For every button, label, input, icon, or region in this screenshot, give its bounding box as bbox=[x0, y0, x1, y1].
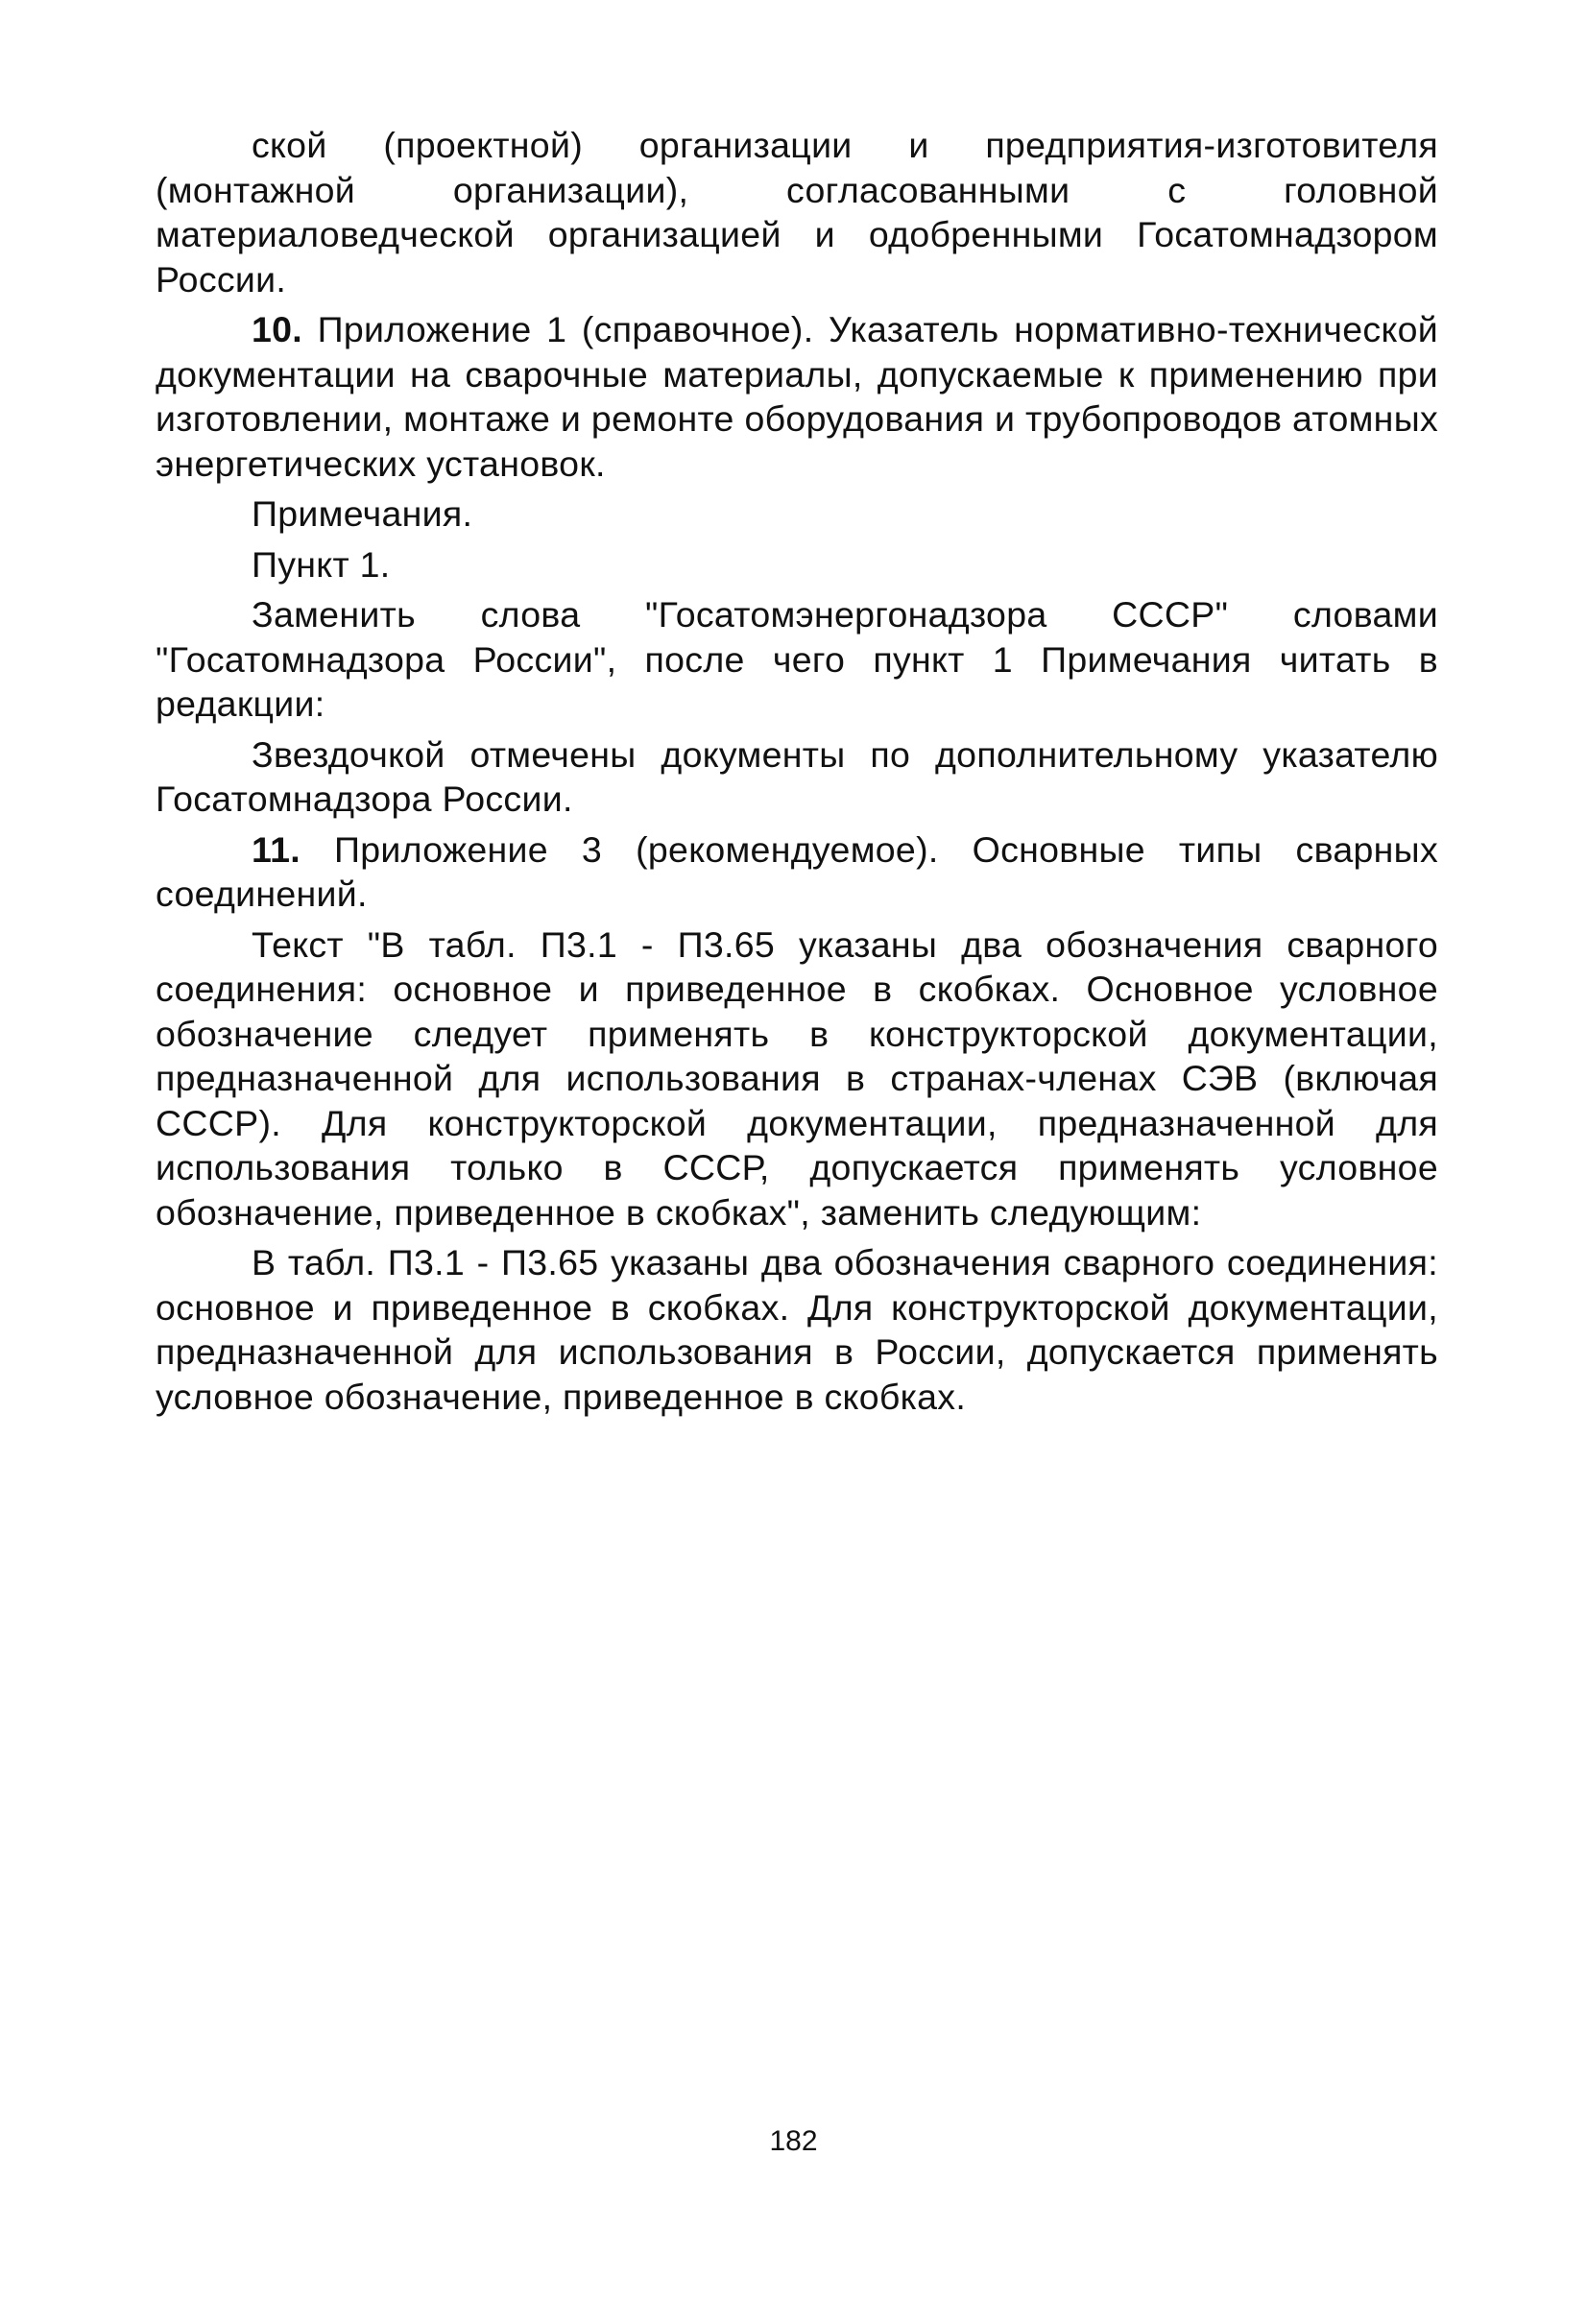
item-text: Приложение 1 (справочное). Указатель нормативно-технической документации на сварочные материалы, допускаемые к применению при изготовлении, монтаже и ремонте оборудования и трубопроводов атомных энергетических установок. bbox=[156, 309, 1438, 484]
paragraph-point-1: Пункт 1. bbox=[252, 543, 391, 585]
page-number: 182 bbox=[769, 2125, 818, 2157]
paragraph-asterisk-note: Звездочкой отмечены документы по дополнительному указателю Госатомнадзора России. bbox=[156, 733, 1438, 819]
paragraph-new-text: В табл. П3.1 - П3.65 указаны два обозначения сварного соединения: основное и приведенное в скобках. Для конструкторской документации, предназначенной для использования в России, допускается применять условное обозначение, приведенное в скобках. bbox=[156, 1242, 1438, 1417]
paragraph-continuation: ской (проектной) организации и предприятия-изготовителя (монтажной организации), согласованными с головной материаловедческой организацией и одобренными Госатомнадзором России. bbox=[156, 125, 1438, 299]
item-text: Приложение 3 (рекомендуемое). Основные типы сварных соединений. bbox=[156, 828, 1438, 914]
paragraph-replace-words: Заменить слова "Госатомэнергонадзора СССР" словами "Госатомнадзора России", после чего пункт 1 Примечания читать в редакции: bbox=[156, 594, 1438, 724]
item-number: 10. bbox=[252, 309, 303, 349]
item-number: 11. bbox=[252, 828, 301, 870]
document-body bbox=[156, 123, 1438, 1425]
paragraph-old-text: Текст "В табл. П3.1 - П3.65 указаны два обозначения сварного соединения: основное и приведенное в скобках. Основное условное обозначение следует применять в конструкторской документации, предназначенной для использования в странах-членах СЭВ (включая СССР). Для конструкторской документации, предназначенной для использования только в СССР, допускается применять условное обозначение, приведенное в скобках", заменить следующим: bbox=[156, 923, 1438, 1233]
paragraph-item-11 bbox=[156, 827, 1438, 917]
paragraph-notes-heading: Примечания. bbox=[252, 493, 473, 534]
paragraph-item-10 bbox=[156, 307, 1438, 486]
